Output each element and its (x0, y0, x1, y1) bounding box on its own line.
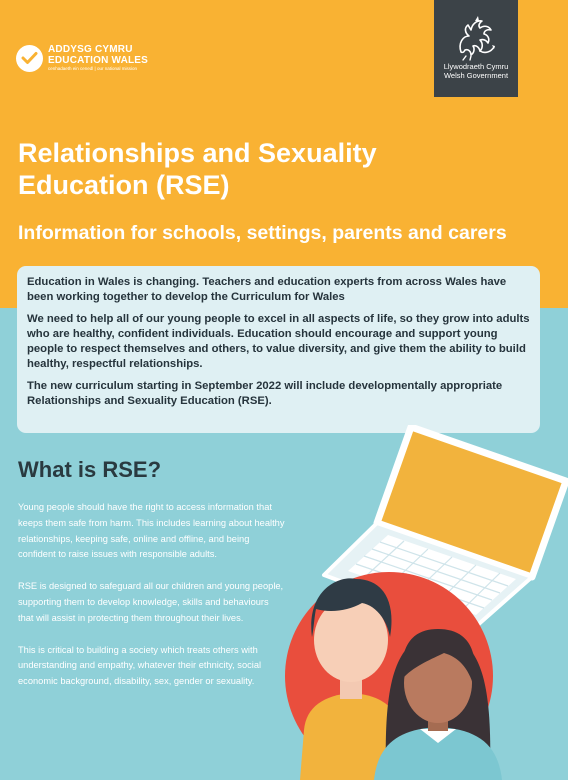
body-paragraph: RSE is designed to safeguard all our children and young people, supporting them to develop knowledge, skills and behaviours that will assist in protecting them throughout their lives. (18, 581, 284, 623)
intro-paragraph: The new curriculum starting in September 2022 will include developmentally appropriate Relationships and Sexuality Education (RSE). (27, 380, 503, 407)
government-name-english: Welsh Government (443, 71, 509, 80)
dragon-icon (454, 12, 498, 62)
rse-illustration (276, 425, 568, 780)
logo-line-english: EDUCATION WALES (48, 55, 149, 66)
intro-paragraph: We need to help all of our young people to excel in all aspects of life, so they grow into adults who are healthy, confident individuals. Education should encourage and support young people to respect themselves and others, to value diversity, and give them the ability to build healthy, respectful relationships. (27, 313, 530, 370)
education-wales-logo (16, 44, 148, 72)
section-heading: What is RSE? (18, 457, 162, 482)
checkmark-icon (16, 45, 43, 72)
logo-line-welsh: ADDYSG CYMRU (48, 44, 133, 55)
intro-paragraph: Education in Wales is changing. Teachers and education experts from across Wales have been working together to develop the Curriculum for Wales (27, 276, 507, 303)
logo-text (48, 44, 148, 72)
body-paragraph: Young people should have the right to access information that keeps them safe from harm. This includes learning about healthy relationships, keeping safe, online and offline, and being confident to raise issues with responsible adults. (18, 502, 285, 560)
page-subtitle: Information for schools, settings, parents and carers (18, 222, 507, 244)
intro-box (17, 266, 540, 433)
body-paragraph: This is critical to building a society which treats others with understanding and empathy, whatever their ethnicity, social economic background, disability, sex, gender or sexuality. (18, 644, 262, 687)
logo-tagline: cenhadaeth ein cenedl | our national mission (48, 66, 137, 71)
welsh-government-badge (434, 0, 518, 97)
government-name-welsh: Llywodraeth Cymru (443, 62, 509, 71)
section-body (18, 500, 286, 706)
page-title: Relationships and Sexuality Education (RSE) (18, 138, 377, 200)
